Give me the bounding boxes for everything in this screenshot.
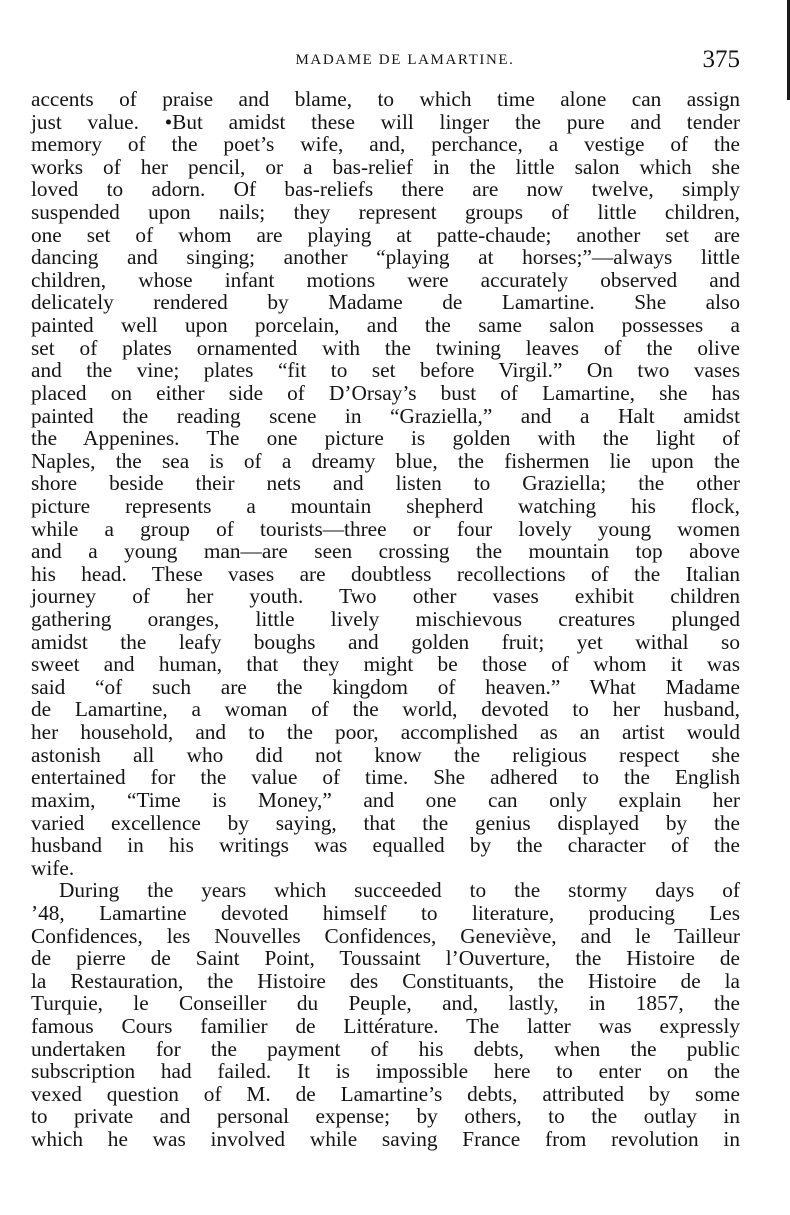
text-line: Confidences, les Nouvelles Confidences, Geneviève, and le Tailleur xyxy=(31,923,740,948)
text-line: Naples, the sea is of a dreamy blue, the fishermen lie upon the xyxy=(31,448,740,473)
text-line: the Appenines. The one picture is golden with the light of xyxy=(31,426,740,451)
text-line: works of her pencil, or a bas-relief in the little salon which she xyxy=(31,154,740,179)
text-line: Turquie, le Conseiller du Peuple, and, lastly, in 1857, the xyxy=(31,991,740,1016)
text-line: and the vine; plates “fit to set before Virgil.” On two vases xyxy=(31,358,740,383)
text-line: picture represents a mountain shepherd watching his flock, xyxy=(31,493,740,518)
text-line: la Restauration, the Histoire des Constituants, the Histoire de la xyxy=(31,968,740,993)
text-line: painted the reading scene in “Graziella,” and a Halt amidst xyxy=(31,403,740,428)
text-line: his head. These vases are doubtless recollections of the Italian xyxy=(31,561,740,586)
text-line: husband in his writings was equalled by the character of the xyxy=(31,833,740,858)
text-line: and a young man—are seen crossing the mountain top above xyxy=(31,539,740,564)
text-line: de Lamartine, a woman of the world, devoted to her husband, xyxy=(31,697,740,722)
text-line: subscription had failed. It is impossible here to enter on the xyxy=(31,1059,740,1084)
text-line: memory of the poet’s wife, and, perchance, a vestige of the xyxy=(31,132,740,157)
running-title: MADAME DE LAMARTINE. xyxy=(295,52,515,68)
text-line: gathering oranges, little lively mischievous creatures plunged xyxy=(31,607,740,632)
text-line: while a group of tourists—three or four lovely young women xyxy=(31,516,740,541)
text-line: vexed question of M. de Lamartine’s debts, attributed by some xyxy=(31,1081,740,1106)
text-line: suspended upon nails; they represent groups of little children, xyxy=(31,200,740,225)
text-line: shore beside their nets and listen to Graziella; the other xyxy=(31,471,740,496)
text-line: accents of praise and blame, to which time alone can assign xyxy=(31,87,740,111)
text-line: undertaken for the payment of his debts, when the public xyxy=(31,1036,740,1061)
text-line: painted well upon porcelain, and the same salon possesses a xyxy=(31,313,740,338)
text-line: placed on either side of D’Orsay’s bust of Lamartine, she has xyxy=(31,380,740,405)
body-text xyxy=(31,88,740,1151)
text-line: journey of her youth. Two other vases exhibit children xyxy=(31,584,740,609)
text-line: varied excellence by saying, that the genius displayed by the xyxy=(31,810,740,835)
text-line: said “of such are the kingdom of heaven.” What Madame xyxy=(31,674,740,699)
text-line: set of plates ornamented with the twining leaves of the olive xyxy=(31,335,740,360)
text-line: entertained for the value of time. She adhered to the English xyxy=(31,765,740,790)
text-line: de pierre de Saint Point, Toussaint l’Ouverture, the Histoire de xyxy=(31,946,740,971)
text-line: ’48, Lamartine devoted himself to literature, producing Les xyxy=(31,900,740,925)
text-line: to private and personal expense; by others, to the outlay in xyxy=(31,1104,740,1129)
page-number: 375 xyxy=(702,46,740,73)
text-line: dancing and singing; another “playing at horses;”—always little xyxy=(31,245,740,270)
text-line: During the years which succeeded to the stormy days of xyxy=(59,878,740,903)
text-line: loved to adorn. Of bas-reliefs there are now twelve, simply xyxy=(31,177,740,202)
text-line: delicately rendered by Madame de Lamartine. She also xyxy=(31,290,740,315)
text-line: children, whose infant motions were accurately observed and xyxy=(31,267,740,292)
text-line: sweet and human, that they might be those of whom it was xyxy=(31,652,740,677)
running-head xyxy=(30,46,740,74)
text-line: one set of whom are playing at patte-chaude; another set are xyxy=(31,222,740,247)
text-line: astonish all who did not know the religious respect she xyxy=(31,742,740,767)
text-line: her household, and to the poor, accomplished as an artist would xyxy=(31,720,740,745)
text-line: maxim, “Time is Money,” and one can only explain her xyxy=(31,787,740,812)
text-line: just value. •But amidst these will linger the pure and tender xyxy=(31,109,740,134)
text-line: which he was involved while saving France from revolution in xyxy=(31,1127,740,1152)
text-line: wife. xyxy=(31,855,75,880)
text-line: famous Cours familier de Littérature. The latter was expressly xyxy=(31,1013,740,1038)
text-line: amidst the leafy boughs and golden fruit; yet withal so xyxy=(31,629,740,654)
